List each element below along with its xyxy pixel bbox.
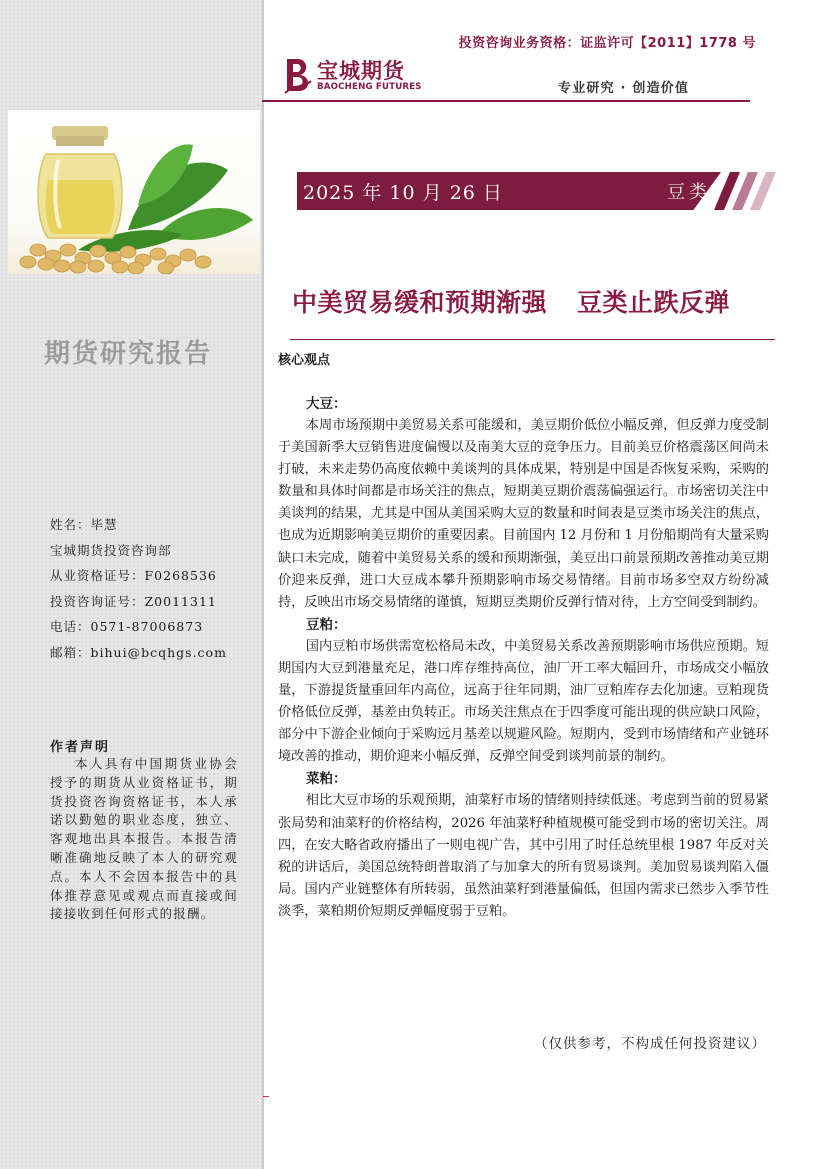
logo-b-icon [283,55,313,95]
banner-stripes [712,172,782,210]
declaration-text: 本人具有中国期货业协会授予的期货从业资格证书，期货投资咨询资格证书，本人承诺以勤勉的职业态度，独立、客观地出具本报告。本报告清晰准确地反映了本人的研究观点。本人不会因本报告中的具体推荐意见或观点而直接或间接接收到任何形式的报酬。 [50,756,238,922]
section-title-rapeseed-meal: 菜粕： [306,771,347,788]
cover-image-soybean-oil [8,110,260,274]
headline-divider [290,339,775,340]
author-qualification-number: 从业资格证号：F0268536 [50,568,217,583]
section-text-rapeseed-meal: 相比大豆市场的乐观预期，油菜籽市场的情绪则持续低迷。考虑到当前的贸易紧张局势和油菜籽的价格结构，2026 年油菜籽种植规模可能受到市场的密切关注。周四，在安大略省政府播出了一则电视广告，其中引用了时任总统里根 1987 年反对关税的讲话后，美国总统特朗普取消了与加拿大的所有贸易谈判。美加贸易谈判陷入僵局。国内产业链整体有所转弱，虽然油菜籽到港量偏低，但国内需求已然步入季节性淡季，菜粕期价短期反弹幅度弱于豆粕。 [278,793,769,919]
section-text-soymeal: 国内豆粕市场供需宽松格局未改，中美贸易关系改善预期影响市场供应预期。短期国内大豆到港量充足，港口库存维持高位，油厂开工率大幅回升，市场成交小幅放量，下游提货量重回年内高位，远高于往年同期，油厂豆粕库存去化加速。豆粕现货价格低位反弹，基差由负转正。市场关注焦点在于四季度可能出现的供应缺口风险，部分中下游企业倾向于采购远月基差以规避风险。短期内，受到市场情绪和产业链环境改善的推动，期价迎来小幅反弹，反弹空间受到谈判前景的制约。 [278,638,769,765]
report-headline [292,283,730,319]
footer-mark [263,1096,269,1097]
sidebar-divider [262,0,264,1169]
header-divider [262,100,750,102]
headline-part-2: 豆类止跌反弹 [577,288,731,317]
disclaimer: （仅供参考，不构成任何投资建议） [534,1036,766,1052]
logo-english-name: BAOCHENG FUTURES [317,82,422,92]
author-phone: 电话：0571-87006873 [50,619,204,634]
section-title-soybean: 大豆： [306,396,347,412]
core-views-title: 核心观点 [278,353,331,368]
license-info: 投资咨询业务资格：证监许可【2011】1778 号 [458,36,756,51]
author-department: 宝城期货投资咨询部 [50,542,172,558]
report-date: 2025 年 10 月 26 日 [303,182,503,204]
report-body [278,393,769,923]
author-name: 姓名：毕慧 [50,517,118,532]
author-consulting-number: 投资咨询证号：Z0011311 [50,593,217,609]
date-banner [297,172,782,210]
company-logo [283,55,423,97]
section-title-soymeal: 豆粕： [306,616,347,633]
company-slogan: 专业研究 · 创造价值 [558,81,690,96]
section-text-soybean: 本周市场预期中美贸易关系可能缓和，美豆期价低位小幅反弹，但反弹力度受制于美国新季大豆销售进度偏慢以及南美大豆的竞争压力。目前美豆价格震荡区间尚未打破，未来走势仍高度依赖中美谈判的具体成果，特别是中国是否恢复采购，采购的数量和具体时间都是市场关注的焦点，短期美豆期价震荡偏强运行。市场密切关注中美谈判的结果，尤其是中国从美国采购大豆的数量和时间表是豆类市场关注的焦点，也成为近期影响美豆期价的重要因素。目前国内 12 月份和 1 月份船期尚有大量采购缺口未完成，随着中美贸易关系的缓和预期渐强，美豆出口前景预期改善推动美豆期价迎来反弹，进口大豆成本攀升预期影响市场交易情绪。目前市场多空双方纷纷减持，反映出市场交易情绪的谨慎，短期豆类期价反弹行情对待，上方空间受到制约。 [278,418,769,610]
declaration-title: 作者声明 [50,740,111,755]
logo-chinese-name: 宝城期货 [317,59,405,83]
report-type-label: 期货研究报告 [44,339,213,369]
author-email: 邮箱：bihui@bcqhgs.com [50,644,227,660]
headline-part-1: 中美贸易缓和预期渐强 [292,288,548,317]
author-info [50,512,227,665]
report-category: 豆类 [667,182,711,203]
